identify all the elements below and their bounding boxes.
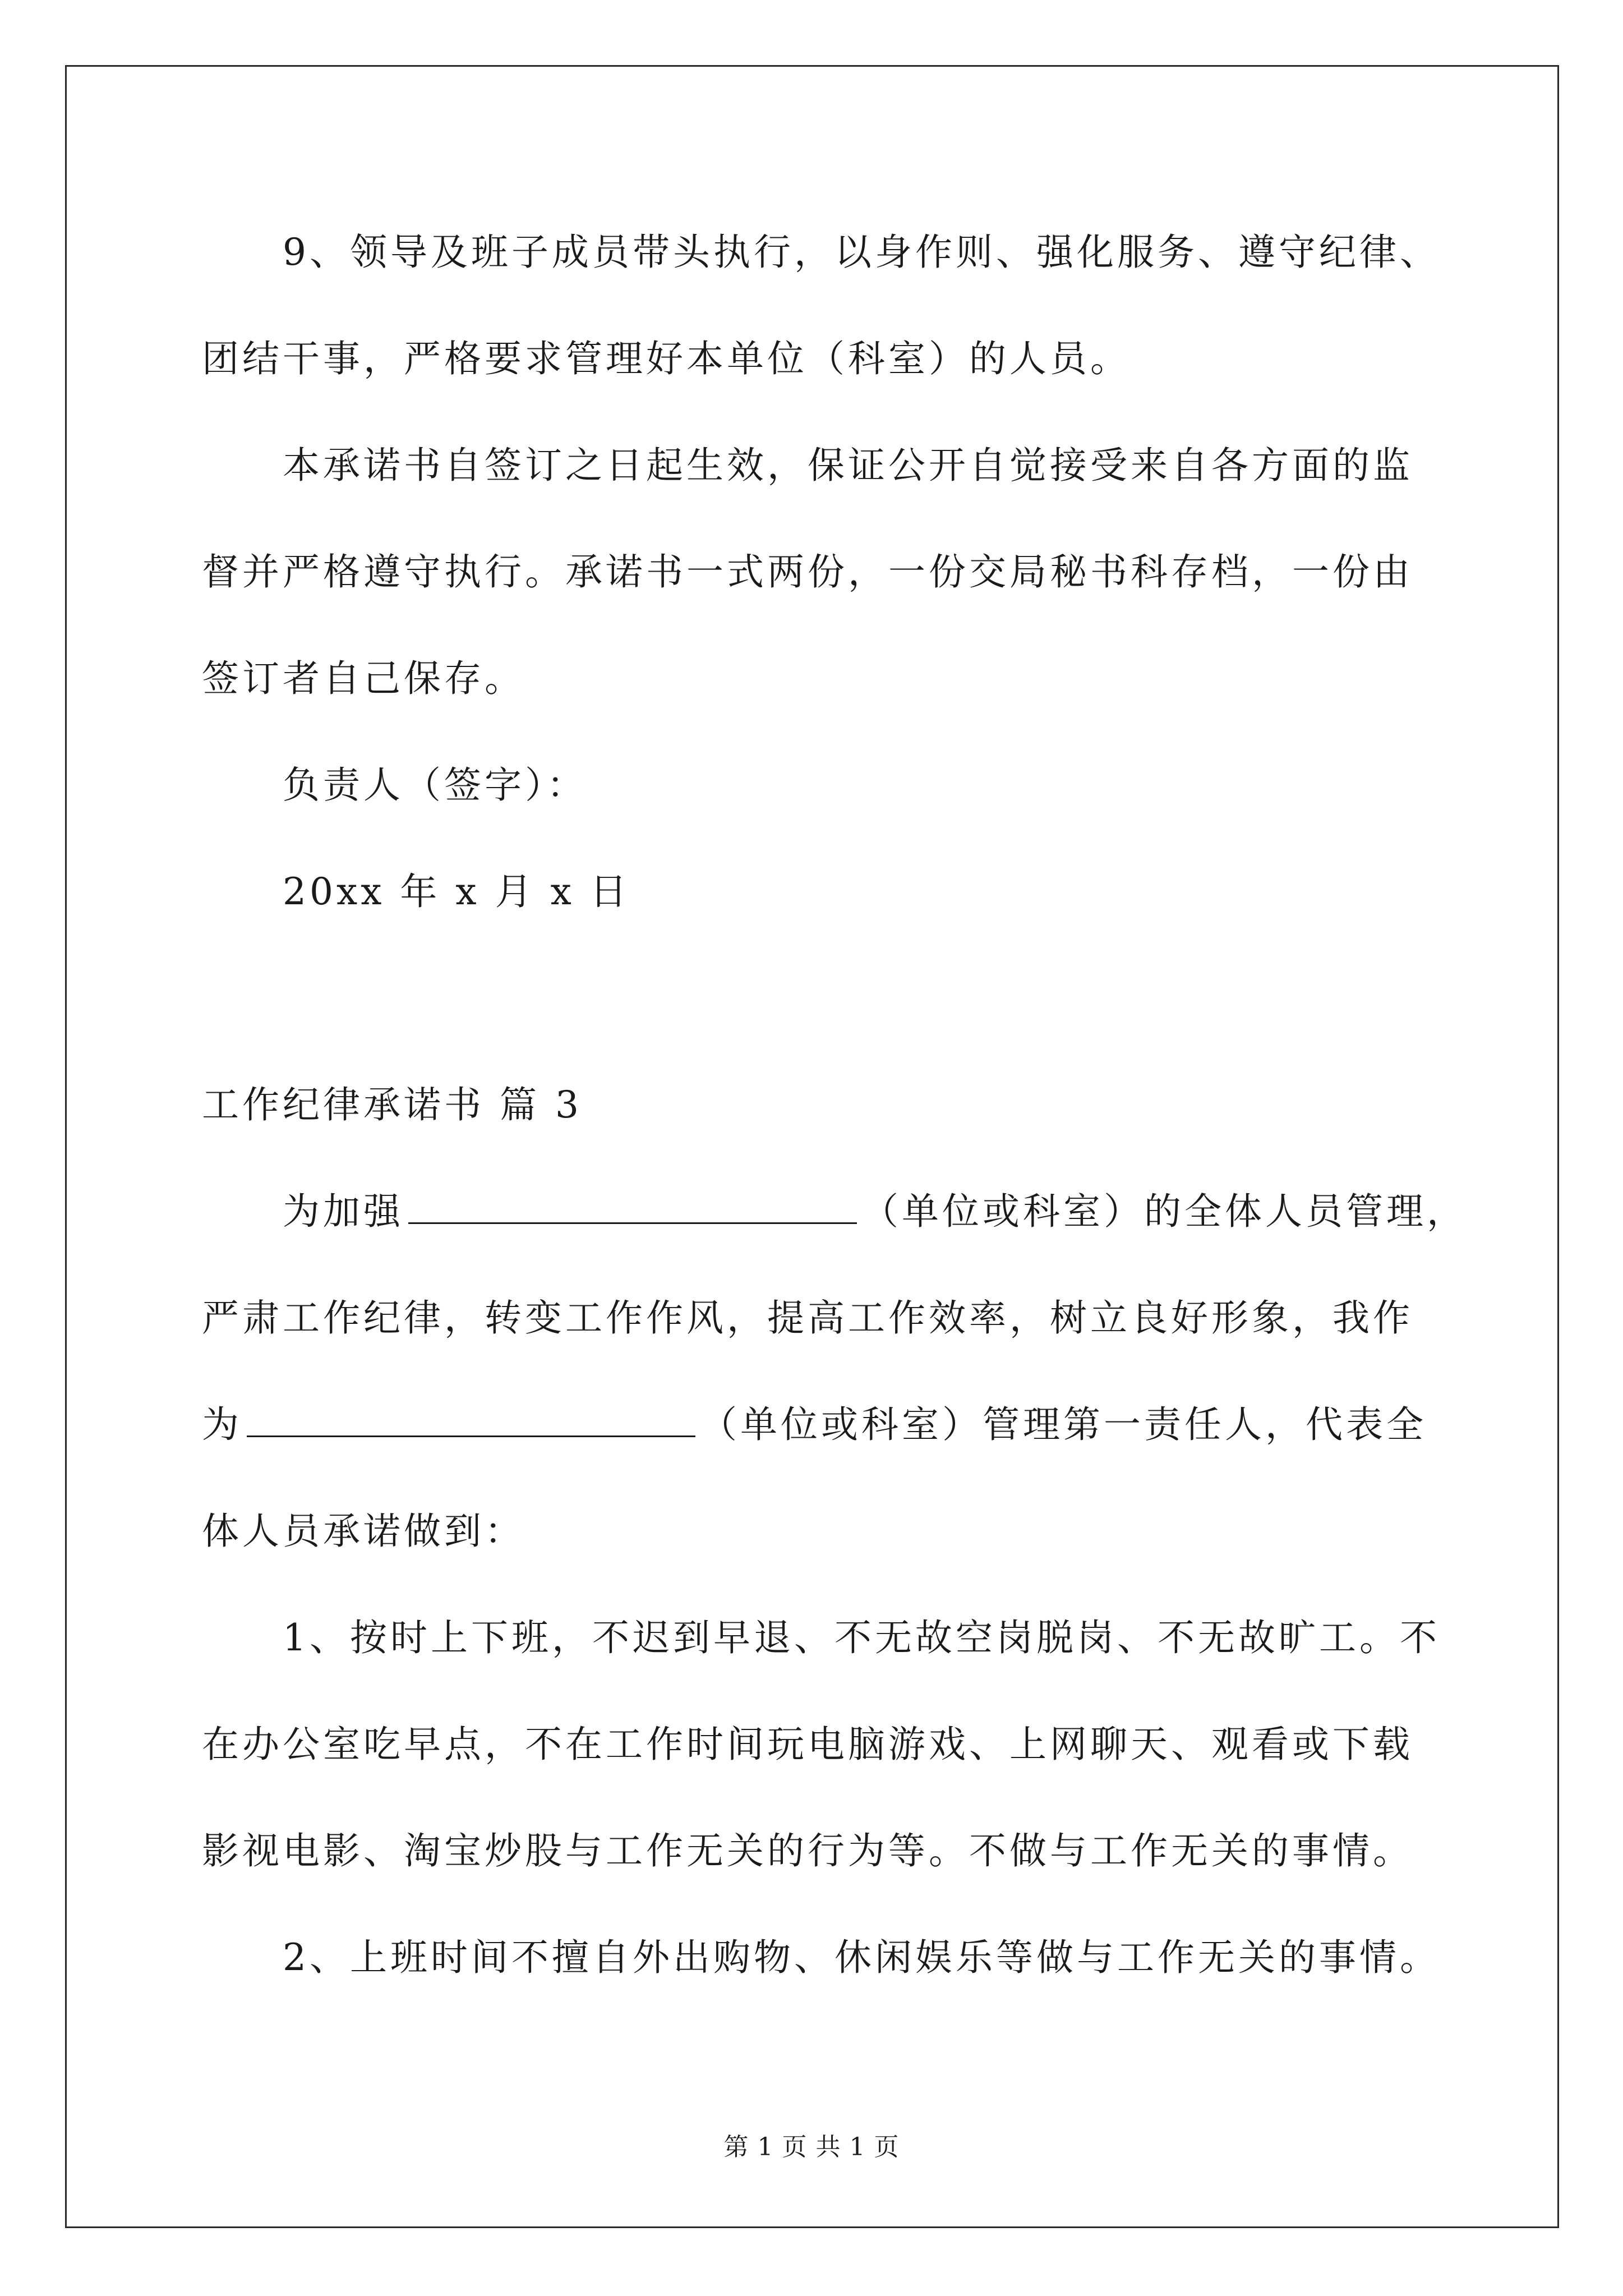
unit-blank-field-1[interactable] <box>408 1190 857 1224</box>
page-border <box>65 65 1559 2228</box>
intro-line-3-prefix: 为 <box>202 1403 242 1446</box>
signer-label: 负责人（签字）： <box>283 763 587 807</box>
intro-line-3 <box>202 1400 1427 1450</box>
date-line: 20xx 年 x 月 x 日 <box>283 870 630 913</box>
section-title: 工作纪律承诺书 篇 3 <box>202 1083 582 1126</box>
page-footer: 第 1 页 共 1 页 <box>723 2133 900 2161</box>
intro-line-2: 严肃工作纪律，转变工作作风，提高工作效率，树立良好形象，我作 <box>202 1296 1413 1340</box>
effective-paragraph-line-3: 签订者自己保存。 <box>202 657 525 700</box>
paragraph-9-line-1: 9、领导及班子成员带头执行，以身作则、强化服务、遵守纪律、 <box>283 231 1440 274</box>
item-1-line-3: 影视电影、淘宝炒股与工作无关的行为等。不做与工作无关的事情。 <box>202 1829 1413 1872</box>
paragraph-9-line-2: 团结干事，严格要求管理好本单位（科室）的人员。 <box>202 337 1131 380</box>
unit-blank-field-2[interactable] <box>247 1403 695 1437</box>
item-2-line-1: 2、上班时间不擅自外出购物、休闲娱乐等做与工作无关的事情。 <box>283 1936 1440 1979</box>
intro-line-4: 体人员承诺做到： <box>202 1510 525 1553</box>
intro-line-3-suffix: （单位或科室）管理第一责任人，代表全 <box>700 1403 1427 1446</box>
intro-line-1-suffix: （单位或科室）的全体人员管理， <box>861 1190 1467 1233</box>
intro-line-1 <box>283 1186 1467 1237</box>
effective-paragraph-line-2: 督并严格遵守执行。承诺书一式两份，一份交局秘书科存档，一份由 <box>202 550 1413 593</box>
effective-paragraph-line-1: 本承诺书自签订之日起生效，保证公开自觉接受来自各方面的监 <box>283 444 1413 487</box>
item-1-line-2: 在办公室吃早点，不在工作时间玩电脑游戏、上网聊天、观看或下载 <box>202 1723 1413 1766</box>
item-1-line-1: 1、按时上下班，不迟到早退、不无故空岗脱岗、不无故旷工。不 <box>283 1616 1440 1659</box>
intro-line-1-prefix: 为加强 <box>283 1190 404 1233</box>
